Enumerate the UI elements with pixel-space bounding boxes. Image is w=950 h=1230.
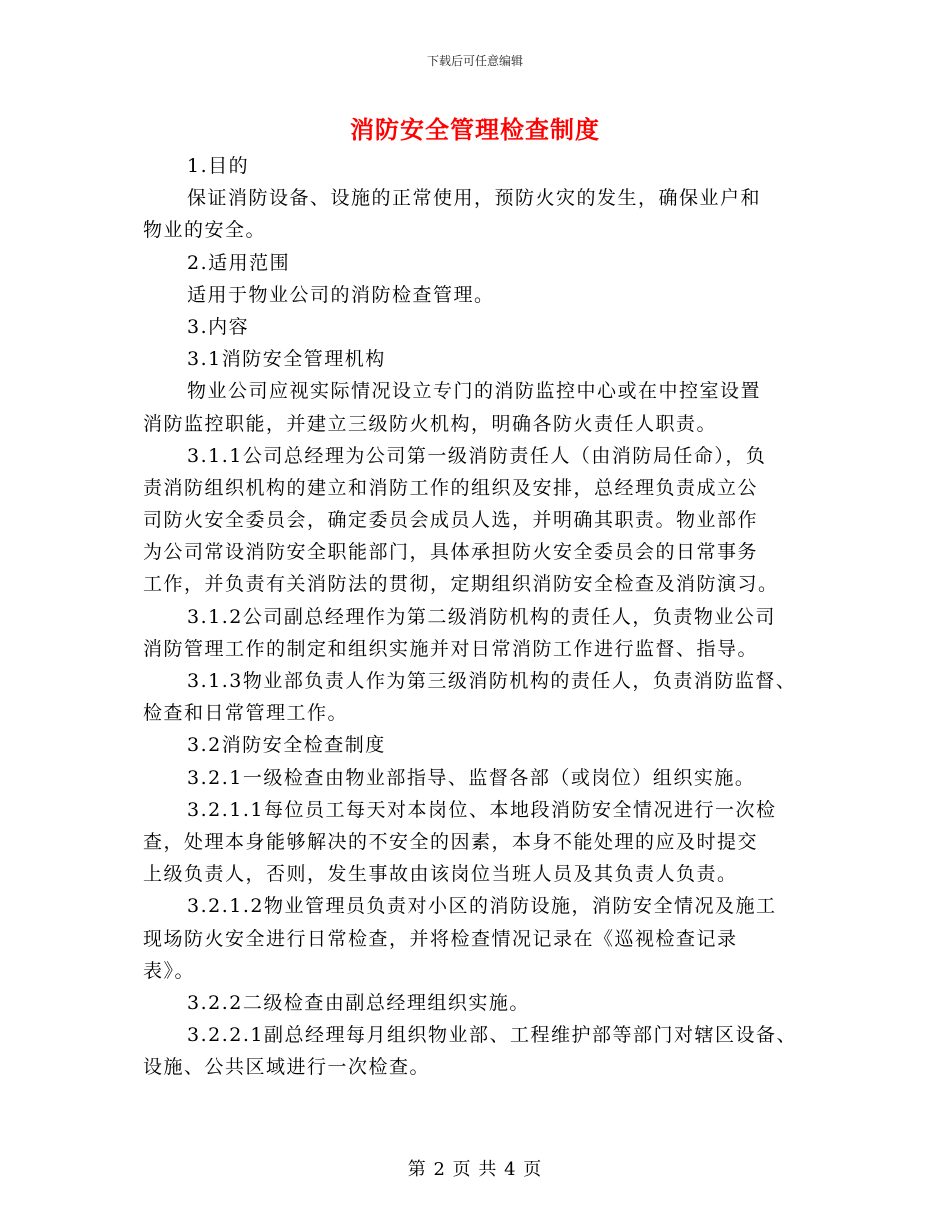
- paragraph-line: 3.2.2二级检查由副总经理组织实施。: [187, 991, 530, 1014]
- paragraph-line: 适用于物业公司的消防检查管理。: [187, 283, 495, 306]
- paragraph-line: 为公司常设消防安全职能部门，具体承担防火安全委员会的日常事务: [143, 541, 759, 564]
- paragraph-line: 3.1.1公司总经理为公司第一级消防责任人（由消防局任命），负: [187, 444, 767, 467]
- paragraph-line: 查，处理本身能够解决的不安全的因素，本身不能处理的应及时提交: [143, 830, 759, 853]
- paragraph-line: 消防管理工作的制定和组织实施并对日常消防工作进行监督、指导。: [143, 637, 759, 660]
- paragraph-line: 3.内容: [187, 315, 250, 338]
- paragraph-line: 3.2.1.2物业管理员负责对小区的消防设施，消防安全情况及施工: [187, 895, 777, 918]
- paragraph-line: 消防监控职能，并建立三级防火机构，明确各防火责任人职责。: [143, 412, 718, 435]
- paragraph-line: 3.2.2.1副总经理每月组织物业部、工程维护部等部门对辖区设备、: [187, 1024, 797, 1047]
- paragraph-line: 上级负责人，否则，发生事故由该岗位当班人员及其负责人负责。: [143, 863, 738, 886]
- paragraph-line: 3.1.2公司副总经理作为第二级消防机构的责任人，负责物业公司: [187, 605, 776, 628]
- document-body: [143, 150, 813, 1083]
- paragraph-line: 1.目的: [187, 155, 250, 177]
- paragraph-line: 保证消防设备、设施的正常使用，预防火灾的发生，确保业户和: [187, 187, 762, 210]
- document-title: 消防安全管理检查制度: [350, 115, 600, 144]
- paragraph-line: 表》。: [143, 959, 196, 982]
- paragraph-line: 3.2.1一级检查由物业部指导、监督各部（或岗位）组织实施。: [187, 766, 756, 789]
- paragraph-line: 3.1.3物业部负责人作为第三级消防机构的责任人，负责消防监督、: [187, 670, 797, 692]
- paragraph-line: 检查和日常管理工作。: [143, 702, 349, 725]
- paragraph-line: 司防火安全委员会，确定委员会成员人选，并明确其职责。物业部作: [143, 509, 759, 532]
- header-note: 下载后可任意编辑: [426, 54, 523, 68]
- paragraph-line: 工作，并负责有关消防法的贯彻，定期组织消防安全检查及消防演习。: [143, 573, 779, 596]
- paragraph-line: 3.2.1.1每位员工每天对本岗位、本地段消防安全情况进行一次检: [187, 798, 777, 821]
- paragraph-line: 物业的安全。: [143, 219, 267, 242]
- paragraph-line: 3.1消防安全管理机构: [187, 348, 386, 371]
- paragraph-line: 责消防组织机构的建立和消防工作的组织及安排，总经理负责成立公: [143, 476, 759, 499]
- paragraph-line: 物业公司应视实际情况设立专门的消防监控中心或在中控室设置: [187, 380, 762, 403]
- paragraph-line: 3.2消防安全检查制度: [187, 734, 386, 757]
- paragraph-line: 现场防火安全进行日常检查，并将检查情况记录在《巡视检查记录: [143, 927, 738, 950]
- page-number: 第 2 页 共 4 页: [407, 1159, 543, 1180]
- paragraph-line: 2.适用范围: [187, 251, 291, 274]
- paragraph-line: 设施、公共区域进行一次检查。: [143, 1056, 431, 1079]
